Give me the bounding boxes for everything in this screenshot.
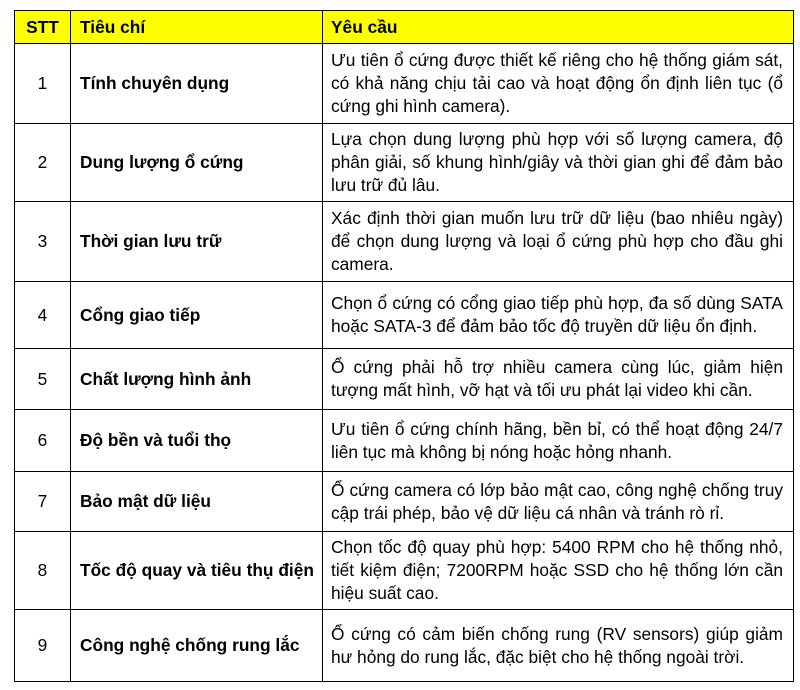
criteria-cell: Chất lượng hình ảnh bbox=[71, 349, 323, 410]
row-number: 4 bbox=[15, 282, 71, 349]
table-header-requirement: Yêu cầu bbox=[323, 11, 794, 44]
criteria-cell: Dung lượng ổ cứng bbox=[71, 124, 323, 202]
criteria-cell: Cổng giao tiếp bbox=[71, 282, 323, 349]
requirement-cell: Ưu tiên ổ cứng chính hãng, bền bỉ, có thể hoạt động 24/7 liên tục mà không bị nóng hoặc hỏng nhanh. bbox=[323, 410, 794, 472]
criteria-table bbox=[14, 10, 794, 682]
table-header bbox=[15, 11, 794, 44]
table-row bbox=[15, 410, 794, 472]
table-row bbox=[15, 472, 794, 532]
table-row bbox=[15, 44, 794, 124]
criteria-cell: Tốc độ quay và tiêu thụ điện bbox=[71, 532, 323, 610]
table-row bbox=[15, 282, 794, 349]
table-row bbox=[15, 124, 794, 202]
table-header-row bbox=[15, 11, 794, 44]
table-row bbox=[15, 349, 794, 410]
table-row bbox=[15, 202, 794, 282]
requirement-cell: Ổ cứng có cảm biến chống rung (RV sensors) giúp giảm hư hỏng do rung lắc, đặc biệt cho hệ thống ngoài trời. bbox=[323, 610, 794, 682]
table-header-criteria: Tiêu chí bbox=[71, 11, 323, 44]
criteria-cell: Thời gian lưu trữ bbox=[71, 202, 323, 282]
table-row bbox=[15, 532, 794, 610]
table-row bbox=[15, 610, 794, 682]
requirement-cell: Ổ cứng camera có lớp bảo mật cao, công nghệ chống truy cập trái phép, bảo vệ dữ liệu cá nhân và tránh rò rỉ. bbox=[323, 472, 794, 532]
requirement-cell: Ưu tiên ổ cứng được thiết kế riêng cho hệ thống giám sát, có khả năng chịu tải cao và hoạt động ổn định liên tục (ổ cứng ghi hình camera). bbox=[323, 44, 794, 124]
row-number: 5 bbox=[15, 349, 71, 410]
requirement-cell: Ổ cứng phải hỗ trợ nhiều camera cùng lúc, giảm hiện tượng mất hình, vỡ hạt và tối ưu phát lại video khi cần. bbox=[323, 349, 794, 410]
requirement-cell: Chọn tốc độ quay phù hợp: 5400 RPM cho hệ thống nhỏ, tiết kiệm điện; 7200RPM hoặc SSD cho hệ thống lớn cần hiệu suất cao. bbox=[323, 532, 794, 610]
table-header-stt: STT bbox=[15, 11, 71, 44]
row-number: 6 bbox=[15, 410, 71, 472]
row-number: 2 bbox=[15, 124, 71, 202]
criteria-cell: Tính chuyên dụng bbox=[71, 44, 323, 124]
table-body bbox=[15, 44, 794, 682]
row-number: 3 bbox=[15, 202, 71, 282]
row-number: 9 bbox=[15, 610, 71, 682]
requirement-cell: Chọn ổ cứng có cổng giao tiếp phù hợp, đa số dùng SATA hoặc SATA-3 để đảm bảo tốc độ truyền dữ liệu ổn định. bbox=[323, 282, 794, 349]
row-number: 8 bbox=[15, 532, 71, 610]
requirement-cell: Xác định thời gian muốn lưu trữ dữ liệu (bao nhiêu ngày) để chọn dung lượng và loại ổ cứng phù hợp cho đầu ghi camera. bbox=[323, 202, 794, 282]
criteria-cell: Bảo mật dữ liệu bbox=[71, 472, 323, 532]
criteria-cell: Độ bền và tuổi thọ bbox=[71, 410, 323, 472]
row-number: 1 bbox=[15, 44, 71, 124]
requirement-cell: Lựa chọn dung lượng phù hợp với số lượng camera, độ phân giải, số khung hình/giây và thời gian ghi để đảm bảo lưu trữ đủ lâu. bbox=[323, 124, 794, 202]
criteria-cell: Công nghệ chống rung lắc bbox=[71, 610, 323, 682]
row-number: 7 bbox=[15, 472, 71, 532]
